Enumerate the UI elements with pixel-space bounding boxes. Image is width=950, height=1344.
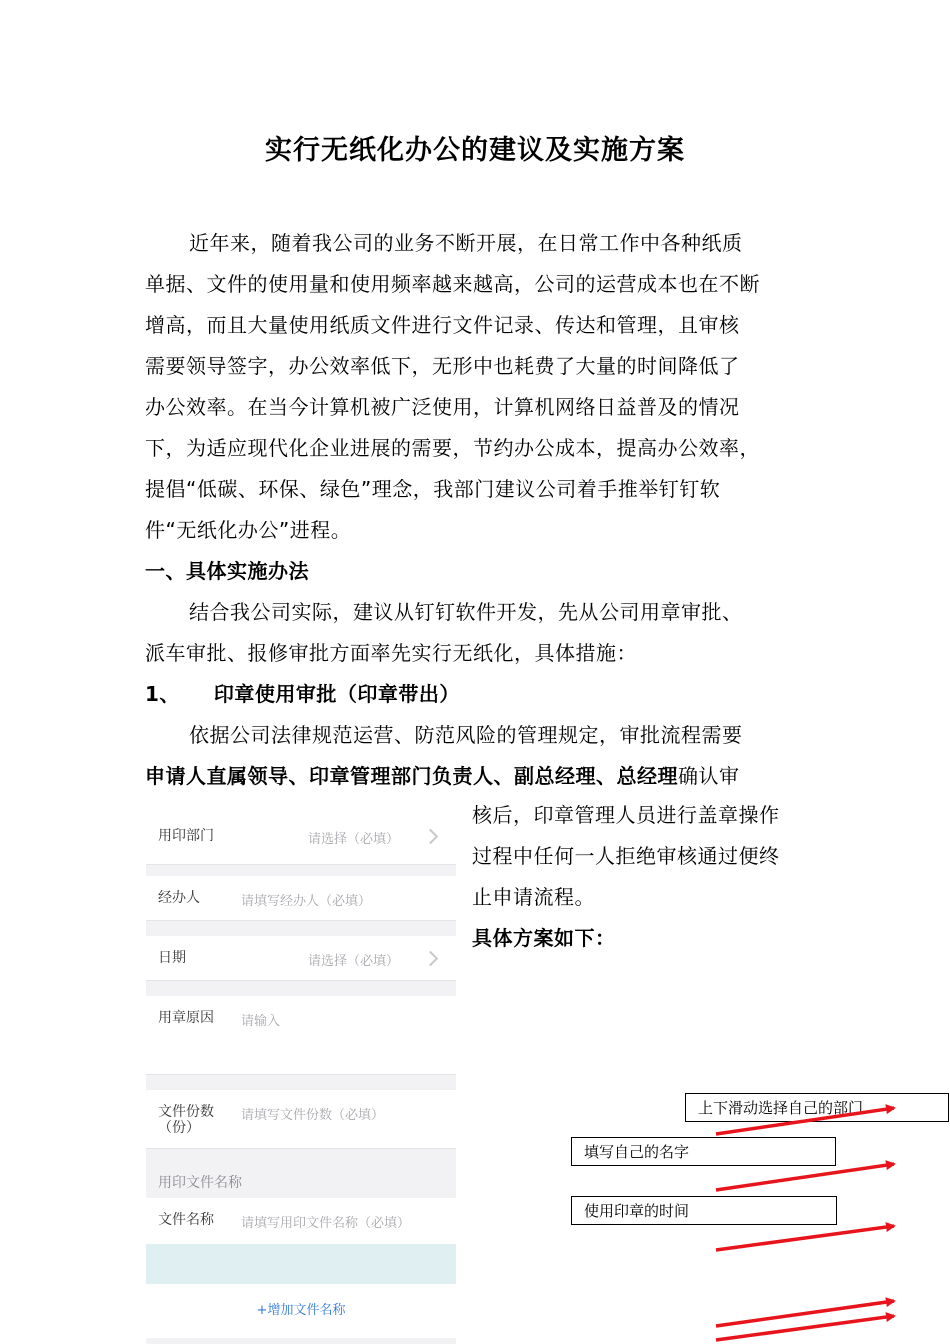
add-filename-button[interactable]: +增加文件名称: [146, 1284, 456, 1338]
text-line: 派车审批、报修审批方面率先实行无纸化，具体措施：: [145, 641, 637, 665]
form-row-filename[interactable]: [146, 1198, 456, 1245]
form-placeholder: 请填写用印文件名称（必填）: [241, 1216, 411, 1231]
text-line: 近年来，随着我公司的业务不断开展，在日常工作中各种纸质: [189, 231, 743, 255]
text-line: 核后，印章管理人员进行盖章操作: [472, 803, 780, 827]
callout-time: 使用印章的时间: [571, 1196, 837, 1225]
text-line: 止申请流程。: [472, 885, 595, 909]
callout-department: 上下滑动选择自己的部门: [685, 1093, 949, 1122]
form-placeholder: 请填写文件份数（必填）: [241, 1108, 385, 1123]
text-line: 下，为适应现代化企业进展的需要，节约办公成本，提高办公效率，: [145, 436, 760, 460]
form-label: 经办人: [158, 890, 200, 906]
text-line: 增高，而且大量使用纸质文件进行文件记录、传达和管理，且审核: [145, 313, 740, 337]
text-line: 提倡“低碳、环保、绿色”理念，我部门建议公司着手推举钉钉软: [145, 477, 721, 501]
form-label: 日期: [158, 950, 186, 966]
form-row-date[interactable]: [146, 936, 456, 981]
arrow-line: [716, 1316, 894, 1340]
item-title: 印章使用审批（印章带出）: [213, 682, 460, 706]
item-number: 1、: [145, 682, 180, 706]
arrow-line: [716, 1226, 894, 1250]
plan-heading: 具体方案如下：: [472, 926, 616, 950]
form-label: 文件名称: [158, 1212, 214, 1228]
arrow-line: [716, 1164, 894, 1190]
text-line: 依据公司法律规范运营、防范风险的管理规定，审批流程需要: [189, 723, 743, 747]
approvers-bold: 申请人直属领导、印章管理部门负责人、副总经理、总经理: [145, 764, 678, 788]
form-placeholder: 请选择（必填）: [308, 954, 400, 969]
form-placeholder: 请填写经办人（必填）: [241, 894, 372, 909]
document-title: 实行无纸化办公的建议及实施方案: [265, 135, 685, 166]
text-line: 结合我公司实际，建议从钉钉软件开发，先从公司用章审批、: [189, 600, 743, 624]
form-row-department[interactable]: [146, 808, 456, 865]
form-label: 用章原因: [158, 1010, 214, 1026]
form-row-handler[interactable]: [146, 876, 456, 921]
chevron-right-icon: [423, 829, 439, 845]
intro-paragraph: [145, 223, 815, 797]
form-row-copies[interactable]: [146, 1090, 456, 1149]
form-label: 用印部门: [158, 828, 214, 844]
text-line: 件“无纸化办公”进程。: [145, 518, 352, 542]
section-label: 用印文件名称: [158, 1175, 242, 1191]
form-placeholder: 请选择（必填）: [308, 832, 400, 847]
form-label: 文件份数（份）: [158, 1104, 214, 1136]
text-line: [145, 756, 815, 797]
seal-approval-form: [146, 808, 456, 1344]
item-heading: [145, 674, 815, 715]
chevron-right-icon: [423, 951, 439, 967]
text-line: 办公效率。在当今计算机被广泛使用，计算机网络日益普及的情况: [145, 395, 740, 419]
wrapped-paragraph: [472, 795, 812, 959]
section-heading: 一、具体实施办法: [145, 559, 309, 583]
text-line: 单据、文件的使用量和使用频率越来越高，公司的运营成本也在不断: [145, 272, 760, 296]
text-line: 过程中任何一人拒绝审核通过便终: [472, 844, 780, 868]
arrow-line: [716, 1301, 894, 1326]
form-placeholder: 请输入: [241, 1014, 281, 1029]
form-row-reason[interactable]: [146, 996, 456, 1075]
text-fragment: 确认审: [678, 764, 740, 788]
text-line: 需要领导签字，办公效率低下，无形中也耗费了大量的时间降低了: [145, 354, 740, 378]
blank-strip: [146, 1244, 456, 1284]
callout-name: 填写自己的名字: [571, 1137, 836, 1166]
